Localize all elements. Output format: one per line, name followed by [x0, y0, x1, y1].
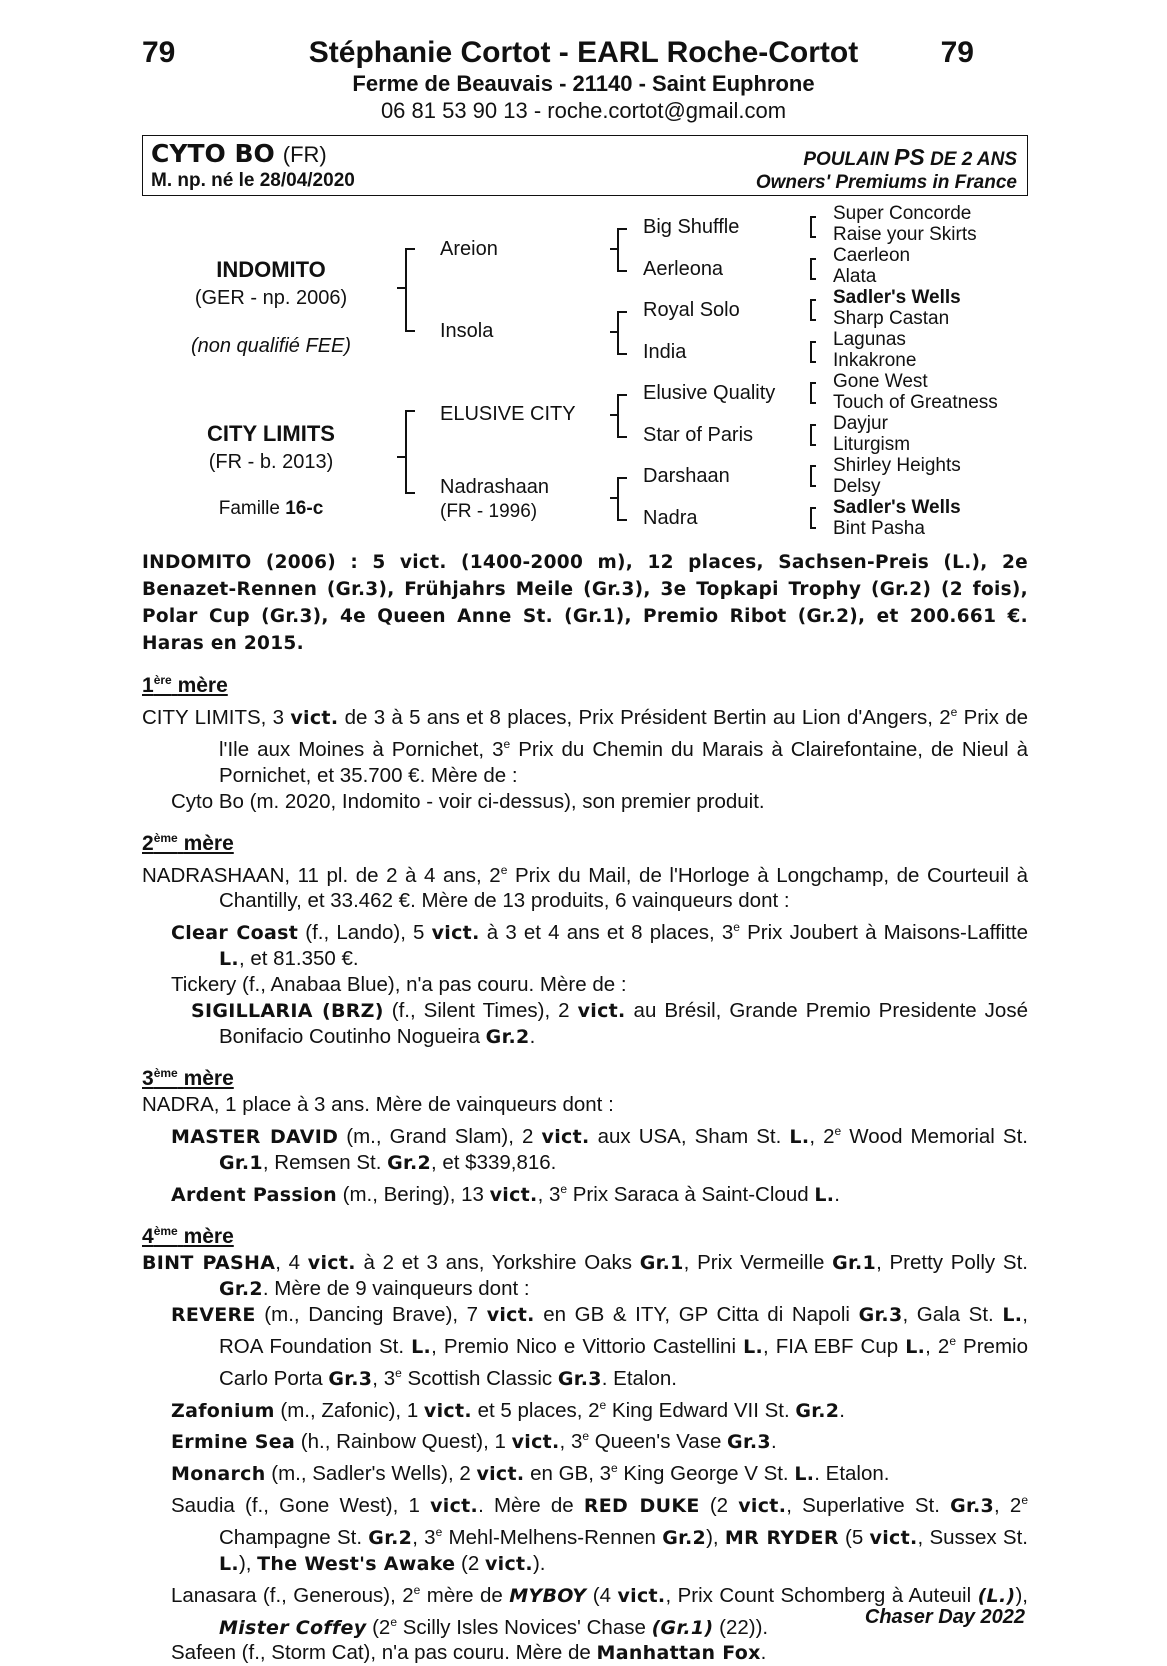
produce-saudia: Saudia (f., Gone West), 1 vict.. Mère de RED DUKE (2 vict., Superlative St. Gr.3, 2e Champagne St. Gr.2, 3e Mehl-Melhens-Rennen Gr.2), MR RYDER (5 vict., Sussex St. L.), The West's Awake (2 vict.).: [171, 1493, 1029, 1575]
bracket-g3-5: [810, 382, 816, 404]
gen4-10: Touch of Greatness: [833, 392, 998, 413]
gen3-1: Big Shuffle: [643, 216, 740, 238]
sire-note: (non qualifié FEE): [190, 335, 352, 357]
gen3-3: Royal Solo: [643, 299, 740, 321]
lot-number-right: 79: [940, 36, 974, 69]
seller-contact: 06 81 53 90 13 - roche.cortot@gmail.com: [380, 98, 787, 123]
family-body: [142, 661, 1028, 1666]
gen4-15: Sadler's Wells: [833, 497, 961, 518]
dam-produce: Cyto Bo (m. 2020, Indomito - voir ci-dessus), son premier produit.: [171, 789, 765, 813]
bracket-dam: [405, 410, 415, 494]
produce-ardent-passion: Ardent Passion (m., Bering), 13 vict., 3e Prix Saraca à Saint-Cloud L..: [171, 1182, 840, 1206]
dam-family: Famille 16-c: [218, 498, 324, 519]
produce-master-david: MASTER DAVID (m., Grand Slam), 2 vict. aux USA, Sham St. L., 2e Wood Memorial St. Gr.1, Remsen St. Gr.2, et $339,816.: [171, 1124, 1028, 1175]
produce-safeen: Safeen (f., Storm Cat), n'a pas couru. Mère de Manhattan Fox.: [171, 1641, 767, 1665]
gen2-nadrashaan-info: (FR - 1996): [440, 501, 538, 522]
gen2-insola: Insola: [440, 320, 494, 342]
gen4-7: Lagunas: [833, 329, 906, 350]
sire-name: INDOMITO: [216, 257, 326, 282]
gen4-8: Inkakrone: [833, 350, 917, 371]
bracket-g2-4: [617, 477, 627, 521]
gen3-8: Nadra: [643, 507, 698, 529]
bracket-g2-1-tick: [610, 248, 617, 250]
bracket-g3-3: [810, 299, 816, 321]
gen3-4: India: [643, 341, 687, 363]
gen3-2: Aerleona: [643, 258, 724, 280]
section-heading-1: 1ère mère: [142, 673, 228, 697]
bracket-g3-2: [810, 258, 816, 280]
footer-sale-name: Chaser Day 2022: [864, 1606, 1025, 1628]
seller-name: Stéphanie Cortot - EARL Roche-Cortot: [308, 36, 859, 69]
horse-premiums: Owners' Premiums in France: [755, 172, 1017, 193]
bracket-g2-3-tick: [610, 414, 617, 416]
produce-ermine-sea: Ermine Sea (h., Rainbow Quest), 1 vict., 3e Queen's Vase Gr.3.: [171, 1429, 777, 1454]
produce-lanasara: Lanasara (f., Generous), 2e mère de MYBOY (4 vict., Prix Count Schomberg à Auteuil (L.)), Mister Coffey (2e Scilly Isles Novices' Chase (Gr.1) (22)).: [171, 1582, 1028, 1639]
dam-info: (FR - b. 2013): [208, 451, 334, 473]
bracket-g2-2: [617, 311, 627, 355]
bracket-g2-2-tick: [610, 331, 617, 333]
gen4-11: Dayjur: [833, 413, 888, 434]
granddam-record: NADRASHAAN, 11 pl. de 2 à 4 ans, 2e Prix du Mail, de l'Horloge à Longchamp, de Courteuil à Chantilly, et 33.462 €. Mère de 13 produits, 6 vainqueurs dont :: [142, 862, 1028, 913]
horse-origin: (FR): [282, 142, 327, 167]
lot-number-left: 79: [142, 36, 176, 69]
sire-info: (GER - np. 2006): [194, 287, 348, 309]
horse-category: POULAIN PS DE 2 ANS: [803, 144, 1017, 170]
produce-clear-coast: Clear Coast (f., Lando), 5 vict. à 3 et 4 ans et 8 places, 3e Prix Joubert à Maisons-Laffitte L., et 81.350 €.: [171, 920, 1028, 971]
dam-record: CITY LIMITS, 3 vict. de 3 à 5 ans et 8 places, Prix Président Bertin au Lion d'Angers, 2e Prix de l'Ile aux Moines à Pornichet, 3e Prix du Chemin du Marais à Clairefontaine, de Nieul à Pornichet, et 35.700 €. Mère de :: [142, 705, 1029, 787]
section-heading-3: 3ème mère: [142, 1066, 234, 1091]
bracket-g3-1: [810, 216, 816, 238]
third-dam-record: NADRA, 1 place à 3 ans. Mère de vainqueurs dont :: [142, 1093, 614, 1117]
gen4-13: Shirley Heights: [833, 455, 961, 476]
produce-monarch: Monarch (m., Sadler's Wells), 2 vict. en GB, 3e King George V St. L.. Etalon.: [171, 1461, 890, 1486]
gen3-7: Darshaan: [643, 465, 730, 487]
fourth-dam-record: BINT PASHA, 4 vict. à 2 et 3 ans, Yorkshire Oaks Gr.1, Prix Vermeille Gr.1, Pretty Polly St. Gr.2. Mère de 9 vainqueurs dont :: [142, 1250, 1028, 1300]
section-heading-2: 2ème mère: [142, 830, 234, 855]
gen2-nadrashaan: Nadrashaan: [440, 476, 549, 498]
bracket-sire-tick: [397, 287, 405, 289]
gen4-4: Alata: [833, 266, 877, 287]
horse-info-box: [142, 135, 1028, 196]
bracket-g3-7: [810, 465, 816, 487]
gen4-16: Bint Pasha: [833, 518, 925, 539]
bracket-g3-8: [810, 507, 816, 529]
bracket-g3-4: [810, 341, 816, 363]
gen4-3: Caerleon: [833, 245, 911, 266]
seller-address: Ferme de Beauvais - 21140 - Saint Euphrone: [352, 71, 815, 96]
bracket-g2-1: [617, 228, 627, 272]
gen4-12: Liturgism: [833, 434, 911, 455]
bracket-dam-tick: [397, 456, 405, 458]
gen3-6: Star of Paris: [643, 424, 754, 446]
gen4-5: Sadler's Wells: [833, 287, 961, 308]
produce-revere: REVERE (m., Dancing Brave), 7 vict. en GB & ITY, GP Citta di Napoli Gr.3, Gala St. L., ROA Foundation St. L., Premio Nico e Vittorio Castellini L., FIA EBF Cup L., 2e Premio Carlo Porta Gr.3, 3e Scottish Classic Gr.3. Etalon.: [171, 1302, 1028, 1390]
sire-summary: INDOMITO (2006) : 5 vict. (1400-2000 m), 12 places, Sachsen-Preis (L.), 2e Benazet-Rennen (Gr.3), Frühjahrs Meile (Gr.3), 3e Topkapi Trophy (Gr.2) (2 fois), Polar Cup (Gr.3), 4e Queen Anne St. (Gr.1), Premio Ribot (Gr.2), et 200.661 €. Haras en 2015.: [142, 552, 1028, 654]
produce-zafonium: Zafonium (m., Zafonic), 1 vict. et 5 places, 2e King Edward VII St. Gr.2.: [171, 1397, 845, 1422]
gen4-14: Delsy: [833, 476, 881, 497]
bracket-g2-3: [617, 394, 627, 438]
gen4-1: Super Concorde: [833, 203, 972, 224]
horse-sex-birth: M. np. né le 28/04/2020: [151, 170, 355, 191]
produce-tickery: Tickery (f., Anabaa Blue), n'a pas couru. Mère de :: [171, 973, 627, 997]
gen4-2: Raise your Skirts: [833, 224, 977, 245]
horse-name: CYTO BO (FR): [151, 139, 327, 168]
bracket-sire: [405, 248, 415, 332]
bracket-g3-6: [810, 424, 816, 446]
gen3-5: Elusive Quality: [643, 382, 776, 404]
produce-sigillaria: SIGILLARIA (BRZ) (f., Silent Times), 2 vict. au Brésil, Grande Premio Presidente José Bonifacio Coutinho Nogueira Gr.2.: [191, 999, 1028, 1049]
gen2-areion: Areion: [440, 238, 498, 260]
section-heading-4: 4ème mère: [142, 1223, 234, 1248]
bracket-g2-4-tick: [610, 497, 617, 499]
gen4-6: Sharp Castan: [833, 308, 950, 329]
dam-name: CITY LIMITS: [207, 421, 335, 446]
gen4-9: Gone West: [833, 371, 928, 392]
gen2-elusive-city: ELUSIVE CITY: [440, 403, 576, 425]
